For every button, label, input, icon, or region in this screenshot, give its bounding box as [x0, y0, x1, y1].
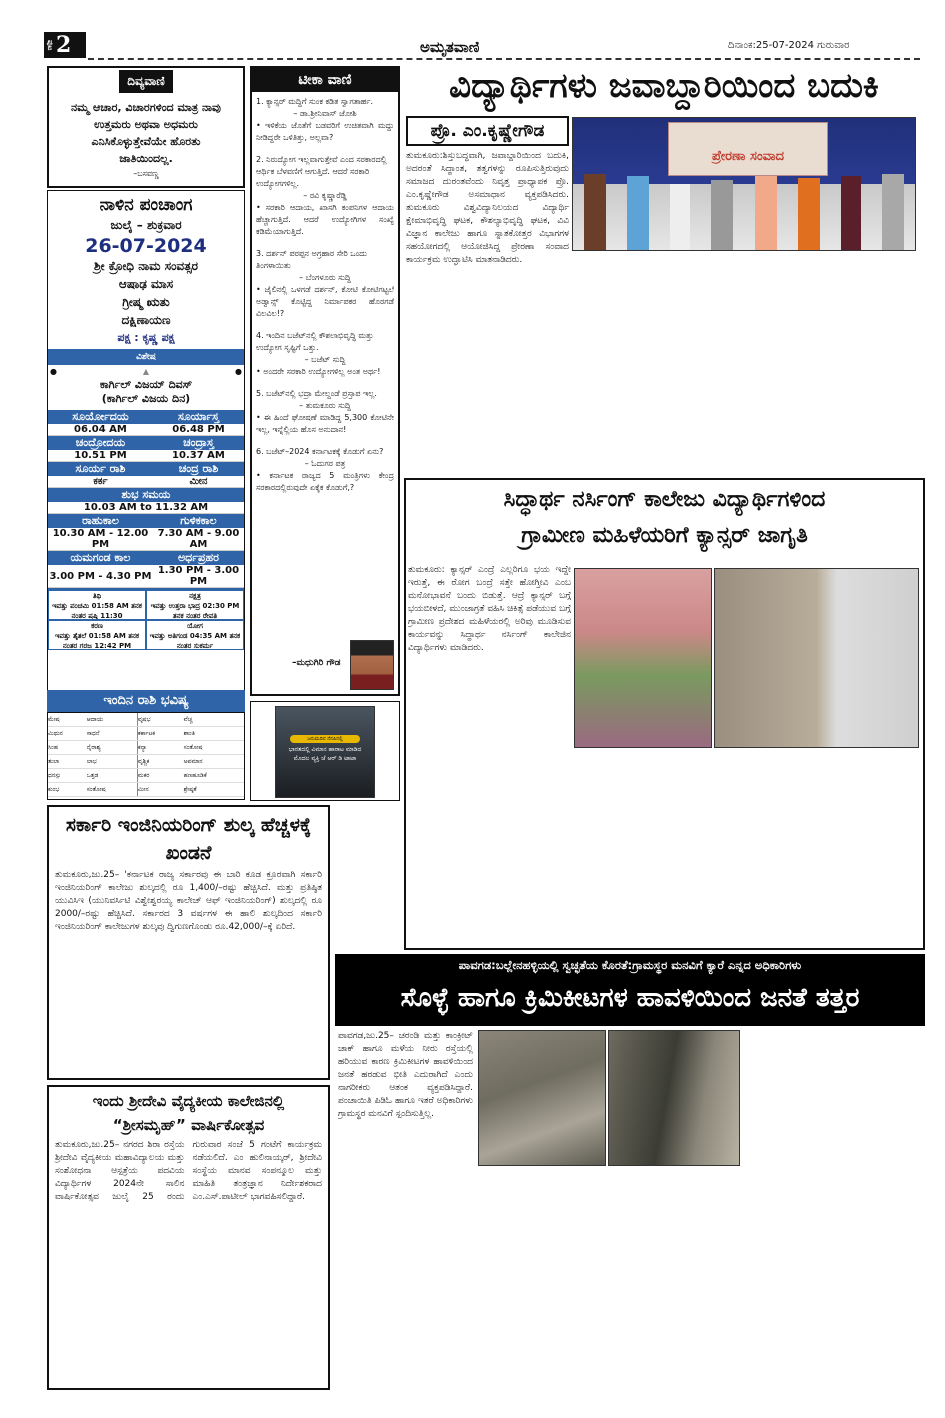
- panchang-box: [47, 190, 245, 710]
- pavagada-body: ಪಾವಗಡ,ಜು.25– ಚರಂಡಿ ಮತ್ತು ಕಾಂಕ್ರೀಟ್ ಚಾಕ್ ಹಾಗೂ ಮಳೆಯ ನೀರು ರಸ್ತೆಯಲ್ಲಿ ಹರಿಯುವ ಕಾರಣ ಕ್ರಿಮಿಕೀಟಗಳ ಹಾವಳಿಯಿಂದ ಜನತೆ ಹರಡುವ ಭೀತಿ ಎದುರಾಗಿದೆ ಎಂದು ನಾಗರೀಕರು ಆತಂಕ ವ್ಯಕ್ತಪಡಿಸಿದ್ದಾರೆ. ಪಂಚಾಯಿತಿ ಪಿಡಿಓ ಹಾಗೂ ಇತರೆ ಅಧಿಕಾರಿಗಳು ಗ್ರಾಮಸ್ಥರ ಮನವಿಗೆ ಸ್ಪಂದಿಸುತ್ತಿಲ್ಲ.: [338, 1031, 473, 1119]
- teeka-item: [256, 388, 394, 436]
- rashi-prediction: ಸಂತೋಷ: [184, 741, 244, 755]
- rashi-name: ಕನ್ಯಾ: [137, 741, 183, 755]
- author-photo: [350, 640, 394, 690]
- rashi-name: ಮೀನ: [137, 783, 183, 797]
- engg-headline: ಸರ್ಕಾರಿ ಇಂಜಿನಿಯರಿಂಗ್ ಶುಲ್ಕ ಹೆಚ್ಚಳಕ್ಕೆ ಖಂಡನೆ: [65, 814, 312, 864]
- nursing-headline-2: ಗ್ರಾಮೀಣ ಮಹಿಳೆಯರಿಗೆ ಕ್ಯಾನ್ಸರ್ ಜಾಗೃತಿ: [521, 523, 808, 548]
- panchang-title: ನಾಳಿನ ಪಂಚಾಂಗ: [99, 195, 193, 215]
- moonrise-label: ಚಂದ್ರೋದಯ: [75, 436, 126, 449]
- nursing-headline-1: ಸಿದ್ಧಾರ್ಥ ನರ್ಸಿಂಗ್ ಕಾಲೇಜು ವಿದ್ಯಾರ್ಥಿಗಳಿಂದ: [503, 487, 826, 512]
- rashi-table: [47, 712, 245, 800]
- special-label: ವಿಶೇಷ: [48, 349, 244, 365]
- tithi-text: ಇವತ್ತು ಪಂಚಮಿ 01:58 AM ತನಕ ನಂತರ ಷಷ್ಠಿ 11:30: [52, 602, 142, 620]
- teeka-item: [256, 154, 394, 238]
- rashi-prediction: ವೆಚ್ಚ: [184, 713, 244, 727]
- ardhaprahara-label: ಅರ್ಧಪ್ರಹರ: [177, 551, 219, 564]
- pavagada-photo-2: [608, 1030, 740, 1166]
- rashi-prediction: ಲಾಭ: [87, 755, 138, 769]
- sridevi-body: ತುಮಕೂರು,ಜು.25– ನಗರದ ಶಿರಾ ರಸ್ತೆಯ ಶ್ರೀದೇವಿ ವೈದ್ಯಕೀಯ ಮಹಾವಿದ್ಯಾಲಯ ಮತ್ತು ಸಂಶೋಧನಾ ಆಸ್ಪತ್ರೆಯ ಪದವಿಯ ವಿದ್ಯಾರ್ಥಿಗಳ 2024ನೇ ಸಾಲಿನ ವಾರ್ಷಿಕೋತ್ಸವ ಜುಲೈ 25 ರಂದು ಗುರುವಾರ ಸಂಜೆ 5 ಗಂಟೆಗೆ ಕಾರ್ಯಕ್ರಮ ನಡೆಯಲಿದೆ. ಎಂ ಹುಲಿನಾಯ್ಕರ್, ಶ್ರೀದೇವಿ ಸಂಸ್ಥೆಯ ಮಾನವ ಸಂಪನ್ಮೂಲ ಮತ್ತು ಮಾಹಿತಿ ತಂತ್ರಜ್ಞಾನ ನಿರ್ದೇಶಕರಾದ ಎಂ.ಎಸ್.ಪಾಟೀಲ್ ಭಾಗವಹಿಸಲಿದ್ದಾರೆ.: [55, 1140, 322, 1202]
- rashi-prediction: ಶ್ರೇಷ್ಠತೆ: [184, 783, 244, 797]
- rashi-row: [48, 783, 244, 797]
- tata-badge: ಜನುಮದಿನ ನೆನಪಿನಲ್ಲಿ: [290, 735, 360, 743]
- rashi-name: ಸಿಂಹ: [48, 741, 87, 755]
- karana-text: ಇವತ್ತು ತೈತಲೆ 01:58 AM ತನಕ ನಂತರ ಗರಜ 12:42 PM: [55, 632, 139, 650]
- yoga-text: ಇವತ್ತು ಅತಿಗಂಡ 04:35 AM ತನಕ ನಂತರ ಸುಕರ್ಮ: [149, 632, 241, 650]
- rashi-prediction: ಆದಾಯ: [87, 713, 138, 727]
- karana-cell: [48, 620, 146, 650]
- engg-body: ತುಮಕೂರು,ಜು.25– 'ಕರ್ನಾಟಕ ರಾಜ್ಯ ಸರ್ಕಾರವು ಈ ಬಾರಿ ಕೂಡ ಕ್ರೂರವಾಗಿ ಸರ್ಕಾರಿ ಇಂಜಿನಿಯರಿಂಗ್ ಕಾಲೇಜು ಶುಲ್ಕದಲ್ಲಿ ರೂ 1,400/–ರಷ್ಟು ಹೆಚ್ಚಿಸಿದೆ. ಮತ್ತು ಪ್ರತಿಷ್ಠಿತ ಯುವಿಸಿಇ (ಯುನಿವರ್ಸಿಟಿ ವಿಶ್ವೇಶ್ವರಯ್ಯ ಕಾಲೇಜ್ ಆಫ್ ಇಂಜಿನಿಯರಿಂಗ್) ಶುಲ್ಕದಲ್ಲಿ ರೂ 2000/–ರಷ್ಟು ಹೆಚ್ಚಿಸಿದೆ. ಸರ್ಕಾರದ 3 ವರ್ಷಗಳ ಈ ಹಾಲಿ ಶುಲ್ಕದಿಂದ ಸರ್ಕಾರಿ ಇಂಜಿನಿಯರಿಂಗ್ ಕಾಲೇಜುಗಳ ಶುಲ್ಕವು ದ್ವಿಗುಣಗೊಂಡು ರೂ.42,000/–ಕ್ಕೆ ಏರಿದೆ.: [55, 870, 322, 932]
- rashi-prediction: ಒತ್ತಡ: [87, 769, 138, 783]
- moonset-label: ಚಂದ್ರಾಸ್ತ: [183, 436, 214, 449]
- rashi-title: ಇಂದಿನ ರಾಶಿ ಭವಿಷ್ಯ: [47, 690, 245, 712]
- divyavani-quote: ನಮ್ಮ ಆಚಾರ, ವಿಚಾರಗಳಿಂದ ಮಾತ್ರ ನಾವು ಉತ್ತಮರು ಅಥವಾ ಅಧಮರು ಎನಿಸಿಕೊಳ್ಳುತ್ತೇವೆಯೇ ಹೊರತು ಜಾತಿಯಿಂದಲ್ಲ.: [71, 101, 221, 165]
- teeka-source: – ಓದುಗರ ಪತ್ರ: [304, 459, 346, 468]
- yamaganda-value: 3.00 PM - 4.30 PM: [48, 565, 153, 588]
- sunset-value: 06.48 PM: [153, 424, 244, 436]
- karana-title: ಕರಣ: [91, 622, 103, 630]
- shubha-label: ಶುಭ ಸಮಯ: [121, 488, 171, 501]
- teeka-question: 1. ಕ್ಯಾನ್ಸರ್ ಮದ್ದಿಗೆ ಸುಂಕ ಕಡಿತ ಸ್ವಾಗತಾರ್ಹ.: [256, 97, 374, 106]
- teeka-comment: • ಅಂದರೇ ಸರಕಾರಿ ಉದ್ಯೋಗಳಿಲ್ಲ ಅಂತ ಅರ್ಥ!: [256, 367, 381, 376]
- engg-article: [47, 805, 330, 1080]
- teeka-source: – ಬಜೆಟ್ ಸುದ್ದಿ: [304, 355, 346, 364]
- teeka-vani-title: ಟೀಕಾ ವಾಣಿ: [252, 68, 398, 92]
- rashi-row: [48, 755, 244, 769]
- tata-box: [250, 701, 400, 801]
- teeka-question: 5. ಬಜೆಟ್‌ನಲ್ಲಿ ಭದ್ರಾ ಮೇಲ್ದಂಡೆ ಪ್ರಸ್ತಾಪ ಇಲ್ಲ.: [256, 389, 377, 398]
- rashi-row: [48, 741, 244, 755]
- main-photo: [572, 117, 916, 251]
- sridevi-article: [47, 1085, 330, 1390]
- teeka-source: – ತುಮಕೂರು ಸುದ್ದಿ: [299, 401, 351, 410]
- event-banner-text: ಪ್ರೇರಣಾ ಸಂವಾದ: [711, 149, 785, 164]
- divyavani-title: ದಿವ್ಯವಾಣಿ: [119, 70, 173, 93]
- gulika-label: ಗುಳಿಕಕಾಲ: [180, 514, 217, 527]
- sunset-label: ಸೂರ್ಯಾಸ್ತ: [177, 410, 219, 423]
- byline: ಪ್ರೊ. ಎಂ.ಕೃಷ್ಣೇಗೌಡ: [406, 116, 569, 146]
- teeka-comment: • ಜೈಲಿನಲ್ಲಿ ಒಳಗಡೆ ದರ್ಶನ್, ಕೋಟಿ ಕೋಟಿಗಟ್ಟಲೆ ಅಡ್ವಾನ್ಸ್ ಕೊಟ್ಟಿದ್ದ ನಿರ್ಮಾಪಕರ ಹೊರಗಡೆ ವಿಲವಿಲ!?: [256, 285, 394, 318]
- sunrise-label: ಸೂರ್ಯೋದಯ: [72, 410, 129, 423]
- nakshatra-title: ನಕ್ಷತ್ರ: [189, 592, 201, 600]
- surya-rashi-label: ಸೂರ್ಯ ರಾಶಿ: [75, 462, 126, 475]
- rashi-name: ವೃಷಭ: [137, 713, 183, 727]
- yamaganda-label: ಯಮಗಂಡ ಕಾಲ: [70, 551, 131, 564]
- rashi-name: ಧನಸ್ಸು: [48, 769, 87, 783]
- rashi-prediction: ಸಾಧನೆ: [87, 727, 138, 741]
- rashi-row: [48, 713, 244, 727]
- paper-name: ಅಮೃತವಾಣಿ: [420, 38, 480, 56]
- pavagada-kicker: ಪಾವಗಡ:ಬಲ್ಲೇನಹಳ್ಳಿಯಲ್ಲಿ ಸ್ವಚ್ಛತೆಯ ಕೊರತೆ:ಗ್ರಾಮಸ್ಥರ ಮನವಿಗೆ ಕ್ಯಾರೆ ಎನ್ನದ ಅಧಿಕಾರಿಗಳು: [458, 958, 802, 972]
- pavagada-headline: ಸೊಳ್ಳೆ ಹಾಗೂ ಕ್ರಿಮಿಕೀಟಗಳ ಹಾವಳಿಯಿಂದ ಜನತೆ ತತ್ತರ: [400, 983, 860, 1013]
- nakshatra-cell: [146, 590, 244, 620]
- yoga-title: ಯೋಗ: [187, 622, 203, 630]
- teeka-comment: • ಕರ್ನಾಟಕ ರಾಜ್ಯದ 5 ಮಂತ್ರಿಗಳು ಕೇಂದ್ರ ಸರಕಾರದಲ್ಲಿರುವುದೇ ಏಕೈಕ ಕೊಡುಗೆ,?: [256, 471, 394, 492]
- sunrise-value: 06.04 AM: [48, 424, 153, 436]
- pavagada-body-cont: [478, 1170, 740, 1390]
- surya-rashi-value: ಕರ್ಕ: [48, 476, 153, 488]
- teeka-source: – ಬೆಂಗಳೂರು ಸುದ್ದಿ: [299, 273, 351, 282]
- page-label: ಪುಟ: [46, 39, 54, 51]
- teeka-question: 3. ದರ್ಶನ್ ಪರಪ್ಪನ ಅಗ್ರಹಾರ ಸೇರಿ ಒಂದು ತಿಂಗಳಾಯಿತು: [256, 249, 367, 270]
- tata-photo: [275, 706, 375, 798]
- rashi-name: ವೃಶ್ಚಿಕ: [137, 755, 183, 769]
- special-day: ಕಾರ್ಗಿಲ್ ವಿಜಯ್ ದಿವಸ್: [99, 378, 193, 391]
- panchang-ayana: ದಕ್ಷಿಣಾಯಣ: [121, 313, 171, 327]
- moonset-value: 10.37 AM: [153, 450, 244, 462]
- special-day-sub: (ಕಾರ್ಗಿಲ್ ವಿಜಯ ದಿನ): [101, 392, 191, 405]
- teeka-question: 6. ಬಜೆಟ್–2024 ಕರ್ನಾಟಕಕ್ಕೆ ಕೊಡುಗೆ ಏನು?: [256, 447, 384, 456]
- page-number-badge: [44, 32, 86, 58]
- rashi-row: [48, 769, 244, 783]
- rashi-name: ಮಕರ: [137, 769, 183, 783]
- tithi-title: ತಿಥಿ: [92, 592, 102, 600]
- panchang-ritu: ಗ್ರೀಷ್ಮ ಋತು: [122, 295, 170, 309]
- rashi-name: ಕರ್ಕಾಟಕ: [137, 727, 183, 741]
- panchang-paksha: ಪಕ್ಷ : ಕೃಷ್ಣ ಪಕ್ಷ: [117, 331, 175, 344]
- rashi-name: ಮೇಷ: [48, 713, 87, 727]
- rashi-name: ತುಲಾ: [48, 755, 87, 769]
- prev-arrow-icon[interactable]: ●: [50, 367, 57, 376]
- nursing-body: ತುಮಕೂರು: ಕ್ಯಾನ್ಸರ್ ಎಂದ್ರೆ ಎಲ್ಲರಿಗೂ ಭಯ ಇದ್ದೇ ಇರುತ್ತೆ, ಈ ರೋಗ ಬಂದ್ರೆ ಸತ್ತೇ ಹೋಗ್ತೀವಿ ಎಂಬ ಮನೋಭಾವನೆ ಬಂದು ಬಿಡುತ್ತೆ. ಆದ್ರೆ ಕ್ಯಾನ್ಸರ್ ಬಗ್ಗೆ ಭಯಬೀಳದೆ, ಮುಂಜಾಗ್ರತೆ ವಹಿಸಿ ಚಿಕಿತ್ಸೆ ಪಡೆಯುವ ಬಗ್ಗೆ ಗ್ರಾಮೀಣ ಪ್ರದೇಶದ ಮಹಿಳೆಯರಲ್ಲಿ ಅರಿವು ಮೂಡಿಸುವ ಕಾರ್ಯವನ್ನು ಸಿದ್ಧಾರ್ಥ ನರ್ಸಿಂಗ್ ಕಾಲೇಜಿನ ವಿದ್ಯಾರ್ಥಿಗಳು ಮಾಡಿದರು.: [408, 565, 571, 653]
- page-number: 2: [56, 32, 72, 58]
- nursing-photo-1: [574, 568, 712, 748]
- teeka-author: –ಮಧುಗಿರಿ ಗೌಡ: [292, 658, 341, 668]
- panchang-masa: ಆಷಾಢ ಮಾಸ: [118, 277, 174, 291]
- teeka-source: – ರವಿ ಕೃಷ್ಣಾರೆಡ್ಡಿ: [303, 191, 347, 200]
- issue-date: ದಿನಾಂಕ:25-07-2024 ಗುರುವಾರ: [728, 40, 850, 51]
- ardhaprahara-value: 1.30 PM - 3.00 PM: [153, 565, 244, 588]
- main-article-body-cont: [575, 255, 915, 475]
- main-headline: ವಿದ್ಯಾರ್ಥಿಗಳು ಜವಾಬ್ದಾರಿಯಿಂದ ಬದುಕಿ: [449, 66, 879, 106]
- rashi-prediction: ಶಾಂತಿ: [184, 727, 244, 741]
- special-nav: [48, 365, 244, 378]
- rashi-name: ಕುಂಭ: [48, 783, 87, 797]
- panchang-samvatsara: ಶ್ರೀ ಕ್ರೋಧಿ ನಾಮ ಸಂವತ್ಸರ: [94, 259, 198, 273]
- rashi-name: ಮಿಥುನ: [48, 727, 87, 741]
- teeka-question: 2. ನಿರುದ್ಯೋಗ ಇಲ್ಲವಾಗುತ್ತೇವೆ ಎಂದ ಸರಕಾರದಲ್ಲಿ ಆರ್ಥಿಕ ಬೆಳವಣಿಗೆ ಆಗುತ್ತಿದೆ. ಆದರೆ ಸರಕಾರಿ ಉದ್ಯೋಗಗಳಿಲ್ಲ.: [256, 155, 387, 188]
- divyavani-author: –ಬಸವಣ್ಣ: [133, 169, 159, 178]
- panchang-month-day: ಜುಲೈ – ಶುಕ್ರವಾರ: [110, 218, 182, 232]
- pavagada-banner: [335, 954, 925, 1026]
- panchang-date: 26-07-2024: [85, 235, 207, 257]
- teeka-item: [256, 96, 394, 144]
- moonrise-value: 10.51 PM: [48, 450, 153, 462]
- sridevi-headline: ಇಂದು ಶ್ರೀದೇವಿ ವೈದ್ಯಕೀಯ ಕಾಲೇಜಿನಲ್ಲಿ “ಶ್ರೀಸಮೃಹ್” ವಾರ್ಷಿಕೋತ್ಸವ: [92, 1092, 285, 1134]
- tithi-cell: [48, 590, 146, 620]
- rashi-prediction: ಅಪಮಾನ: [184, 755, 244, 769]
- nakshatra-text: ಇವತ್ತು ಉತ್ತರಾ ಭಾದ್ರ 02:30 PM ತನಕ ನಂತರ ರೇವತಿ: [150, 602, 240, 620]
- rahukala-value: 10.30 AM - 12.00 PM: [48, 528, 153, 551]
- teeka-comment: • ಇಳಿಕೆಯ ಜೊತೆಗೆ ಬಡವರಿಗೆ ಉಚಿತವಾಗಿ ಮದ್ದು ನೀಡಿದ್ದರೇ ಒಳಿತಿತ್ತು, ಅಲ್ಲವಾ?: [256, 121, 394, 142]
- teeka-question: 4. ಇಂದಿನ ಬಜೆಟ್‌ನಲ್ಲಿ ಕೌಶಲಾಭಿವೃದ್ಧಿ ಮತ್ತು ಉದ್ಯೋಗ ಸೃಷ್ಟಿಗೆ ಒತ್ತು.: [256, 331, 374, 352]
- rashi-row: [48, 727, 244, 741]
- teeka-comment: • ಸರಕಾರಿ ಆದಾಯ, ಖಾಸಗಿ ಕಂಪನಿಗಳ ಆದಾಯ ಹೆಚ್ಚಾಗುತ್ತಿದೆ. ಆದರೆ ಉದ್ಯೋಗಿಗಳ ಸಂಖ್ಯೆ ಕಡಿಮೆಯಾಗುತ್ತಿದೆ.: [256, 203, 394, 236]
- tata-text: ಭಾರತದಲ್ಲಿ ವಿಮಾನ ಹಾರಾಟ ಮಾಡಿದ ಮೊದಲ ವ್ಯಕ್ತಿ ಜೆ ಆರ್ ಡಿ ಟಾಟಾ: [288, 746, 362, 762]
- special-image-icon: ▲: [142, 367, 150, 376]
- event-banner: [668, 122, 828, 176]
- nursing-article: [404, 478, 925, 950]
- chandra-rashi-label: ಚಂದ್ರ ರಾಶಿ: [178, 462, 219, 475]
- nursing-photo-2: [714, 568, 919, 748]
- rashi-prediction: ಸಂತೋಷ: [87, 783, 138, 797]
- teeka-source: – ಡಾ.ಶ್ರೀನಿವಾಸ್ ಜೋಶಿ: [293, 109, 357, 118]
- divyavani-box: [47, 66, 245, 188]
- teeka-item: [256, 446, 394, 494]
- chandra-rashi-value: ಮೀನ: [153, 476, 244, 488]
- yoga-cell: [146, 620, 244, 650]
- next-arrow-icon[interactable]: ●: [235, 367, 242, 376]
- shubha-value: 10.03 AM to 11.32 AM: [48, 502, 244, 514]
- rahukala-label: ರಾಹುಕಾಲ: [82, 514, 119, 527]
- teeka-item: [256, 330, 394, 378]
- teeka-comment: • ಈ ಹಿಂದೆ ಘೋಷಣೆ ಮಾಡಿದ್ದ 5,300 ಕೋಟಿನೇ ಇಲ್ಲ, ಇನ್ನೆಲ್ಲಿಯ ಹೊಸ ಅನುದಾನ!: [256, 413, 394, 434]
- teeka-vani-box: [250, 66, 400, 696]
- panchang-table: [48, 410, 244, 588]
- gulika-value: 7.30 AM - 9.00 AM: [153, 528, 244, 551]
- teeka-item: [256, 248, 394, 320]
- rashi-prediction: ನೈರಾಶ್ಯ: [87, 741, 138, 755]
- main-article-body: ತುಮಕೂರು:ಶಿಸ್ತುಬದ್ಧವಾಗಿ, ಜವಾಬ್ದಾರಿಯಿಂದ ಬದುಕಿ, ಅದರಂತೆ ಸಿದ್ಧಾಂತ, ತತ್ವಗಳನ್ನು ರೂಪಿಸುತ್ತಿರುವುದು ಸಮಾಜದ ದುರಂತವೆಂದು ನಿವೃತ್ತ ಪ್ರಾಧ್ಯಾಪಕ ಪ್ರೊ. ಎಂ.ಕೃಷ್ಣೇಗೌಡ ಅಸಮಾಧಾನ ವ್ಯಕ್ತಪಡಿಸಿದರು. ತುಮಕೂರು ವಿಶ್ವವಿದ್ಯಾನಿಲಯದ ವಿದ್ಯಾರ್ಥಿ ಕ್ಷೇಮಾಭಿವೃದ್ಧಿ ಘಟಕ, ಕೌಶಲ್ಯಾಭಿವೃದ್ಧಿ ಘಟಕ, ವಿವಿ ವಿಜ್ಞಾನ ಕಾಲೇಜು ಹಾಗೂ ಸ್ನಾತಕೋತ್ತರ ವಿಭಾಗಗಳ ಸಹಯೋಗದಲ್ಲಿ ಆಯೋಜಿಸಿದ್ದ ಪ್ರೇರಣಾ ಸಂವಾದ ಕಾರ್ಯಕ್ರಮ ಉದ್ಘಾಟಿಸಿ ಮಾತನಾಡಿದರು.: [406, 151, 569, 265]
- header-divider: [88, 58, 920, 60]
- rashi-prediction: ಹಣಹೂಡಿಕೆ: [184, 769, 244, 783]
- pavagada-photo-1: [478, 1030, 606, 1166]
